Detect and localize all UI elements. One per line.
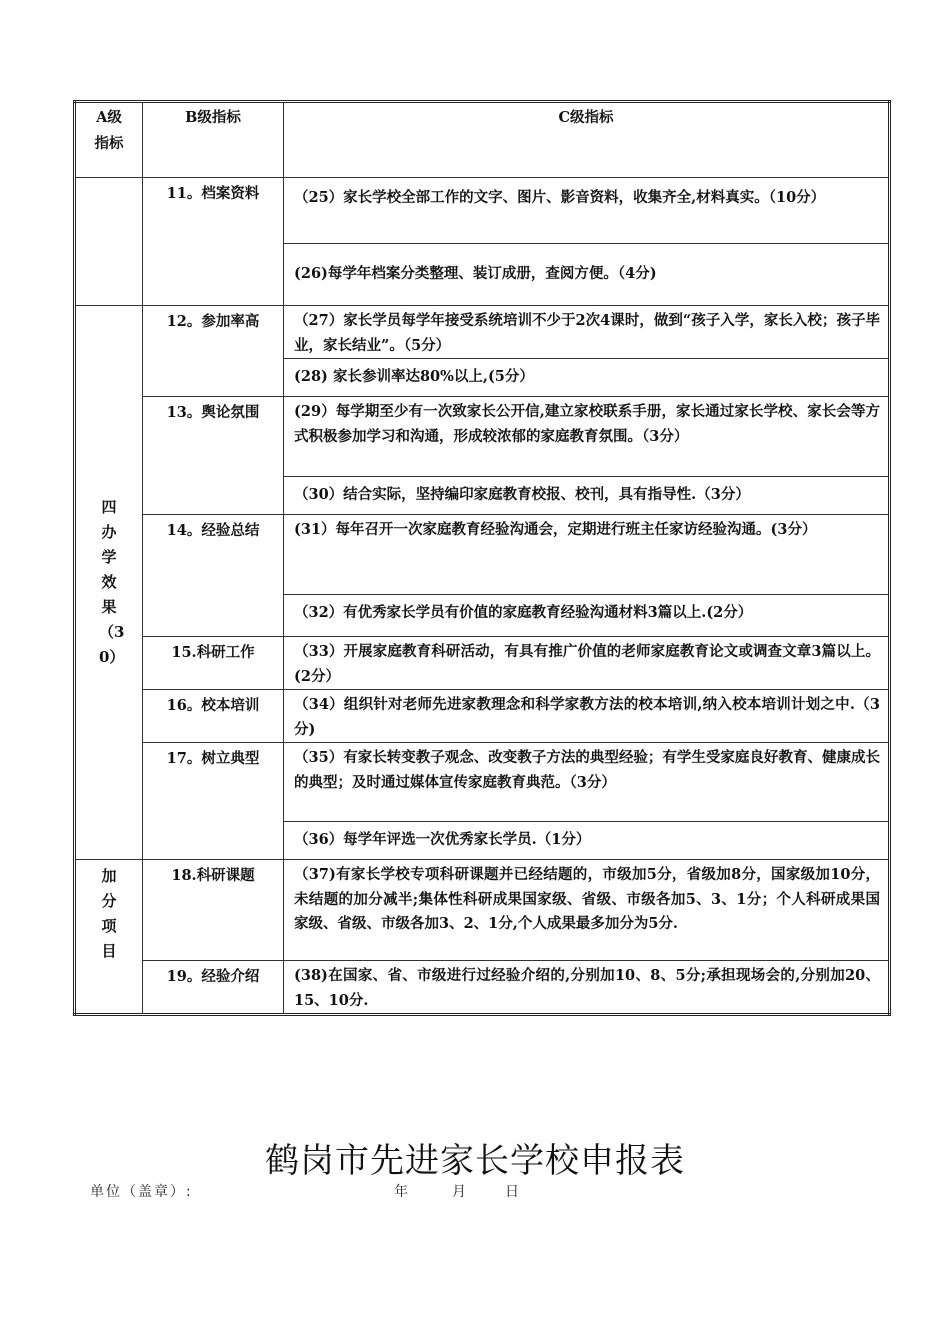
- b-cell: 19。经验介绍: [143, 961, 284, 1015]
- table-row: [75, 860, 890, 961]
- c-cell: （36）每学年评选一次优秀家长学员.（1分）: [284, 822, 890, 860]
- c-cell: （35）有家长转变教子观念、改变教子方法的典型经验；有学生受家庭良好教育、健康成长的典型；及时通过媒体宣传家庭教育典范。（3分）: [284, 743, 890, 822]
- header-b-level: B级指标: [143, 102, 284, 178]
- c-cell: (31）每年召开一次家庭教育经验沟通会，定期进行班主任家访经验沟通。(3分）: [284, 515, 890, 595]
- header-a-level: A级指标: [75, 102, 143, 178]
- b-cell: 15.科研工作: [143, 637, 284, 690]
- b-cell: 14。经验总结: [143, 515, 284, 637]
- unit-stamp-label: 单位（盖章）:: [90, 1184, 193, 1200]
- c-cell: （27）家长学员每学年接受系统培训不少于2次4课时，做到“孩子入学，家长入校；孩子毕业，家长结业”。（5分）: [284, 306, 890, 359]
- table-row: [75, 397, 890, 477]
- c-cell: （37)有家长学校专项科研课题并已经结题的，市级加5分，省级加8分，国家级加10分，未结题的加分减半;集体性科研成果国家级、省级、市级各加5、3、1分；个人科研成果国家级、省级、市级各加3、2、1分,个人成果最多加分为5分.: [284, 860, 890, 961]
- b-cell: 12。参加率高: [143, 306, 284, 397]
- table-row: [75, 961, 890, 1015]
- c-cell: （33）开展家庭教育科研活动，有具有推广价值的老师家庭教育论文或调查文章3篇以上。(2分）: [284, 637, 890, 690]
- table-header-row: [75, 102, 890, 178]
- c-cell: (29）每学期至少有一次致家长公开信,建立家校联系手册，家长通过家长学校、家长会等方式积极参加学习和沟通，形成较浓郁的家庭教育氛围。（3分）: [284, 397, 890, 477]
- header-c-level: C级指标: [284, 102, 890, 178]
- day-label: 日: [505, 1184, 521, 1200]
- table-row: [75, 178, 890, 244]
- a-cell-results: 四办学效果（30）: [75, 306, 143, 860]
- b-cell: 13。舆论氛围: [143, 397, 284, 515]
- table-row: [75, 515, 890, 595]
- c-cell: (38)在国家、省、市级进行过经验介绍的,分别加10、8、5分;承担现场会的,分别加20、15、10分.: [284, 961, 890, 1015]
- b-cell: 17。树立典型: [143, 743, 284, 860]
- table-row: [75, 637, 890, 690]
- b-cell: 16。校本培训: [143, 690, 284, 743]
- c-cell: （32）有优秀家长学员有价值的家庭教育经验沟通材料3篇以上.(2分）: [284, 595, 890, 637]
- year-label: 年: [394, 1184, 410, 1200]
- table-row: [75, 306, 890, 359]
- form-title: 鹤岗市先进家长学校申报表: [265, 1141, 685, 1181]
- evaluation-table: [73, 100, 891, 1016]
- table-row: [75, 743, 890, 822]
- c-cell: (28) 家长参训率达80%以上,(5分）: [284, 359, 890, 397]
- c-cell: （25）家长学校全部工作的文字、图片、影音资料，收集齐全,材料真实。（10分）: [284, 178, 890, 244]
- b-cell: 18.科研课题: [143, 860, 284, 961]
- month-label: 月: [452, 1184, 468, 1200]
- c-cell: （34）组织针对老师先进家教理念和科学家教方法的校本培训,纳入校本培训计划之中.（3分): [284, 690, 890, 743]
- a-cell-empty: [75, 178, 143, 306]
- table-row: [75, 690, 890, 743]
- b-cell: 11。档案资料: [143, 178, 284, 306]
- c-cell: (26)每学年档案分类整理、装订成册，查阅方便。（4分): [284, 244, 890, 306]
- a-cell-bonus: 加分项目: [75, 860, 143, 1015]
- c-cell: （30）结合实际，坚持编印家庭教育校报、校刊，具有指导性.（3分）: [284, 477, 890, 515]
